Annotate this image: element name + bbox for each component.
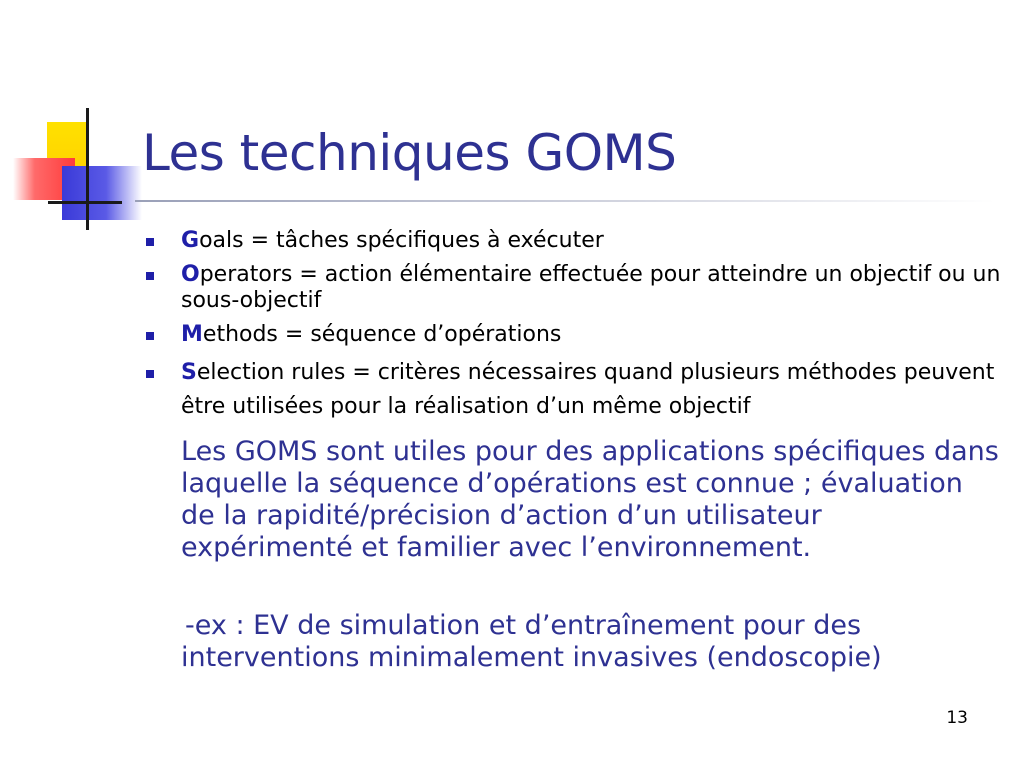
square-bullet-icon [146, 238, 154, 246]
bullet-initial: M [181, 322, 203, 347]
bullet-text: oals = tâches spécifiques à exécuter [199, 228, 604, 253]
goms-usage-paragraph: Les GOMS sont utiles pour des applications spécifiques dans laquelle la séquence d’opérations est connue ; évaluation de la rapidité/précision d’action d’un utilisateur expérimenté et familier avec l’environnement. [181, 436, 999, 563]
example-paragraph: -ex : EV de simulation et d’entraînement pour des interventions minimalement invasives (endoscopie) [181, 610, 882, 673]
bullet-initial: S [181, 360, 197, 385]
title-divider [135, 200, 995, 202]
bullet-operators [145, 262, 1005, 314]
vertical-line-shape [86, 108, 89, 230]
bullet-text: election rules = critères nécessaires quand plusieurs méthodes peuvent être utilisées pour la réalisation d’un même objectif [181, 360, 995, 419]
bullet-text: perators = action élémentaire effectuée pour atteindre un objectif ou un sous-objectif [181, 262, 1001, 313]
horizontal-line-shape [48, 201, 122, 204]
bullet-goals [145, 228, 1005, 254]
bullet-text: ethods = séquence d’opérations [202, 322, 562, 347]
bullet-selection-rules [145, 356, 1005, 424]
bullet-initial: G [181, 228, 200, 253]
blue-square-shape [62, 166, 142, 220]
square-bullet-icon [146, 332, 154, 340]
decorative-squares-logo [0, 100, 150, 230]
bullet-methods [145, 322, 1005, 348]
square-bullet-icon [146, 272, 154, 280]
bullet-initial: O [181, 262, 200, 287]
page-number: 13 [946, 708, 968, 728]
square-bullet-icon [146, 370, 154, 378]
goms-bullet-list [145, 228, 1005, 424]
slide-title: Les techniques GOMS [142, 124, 677, 182]
